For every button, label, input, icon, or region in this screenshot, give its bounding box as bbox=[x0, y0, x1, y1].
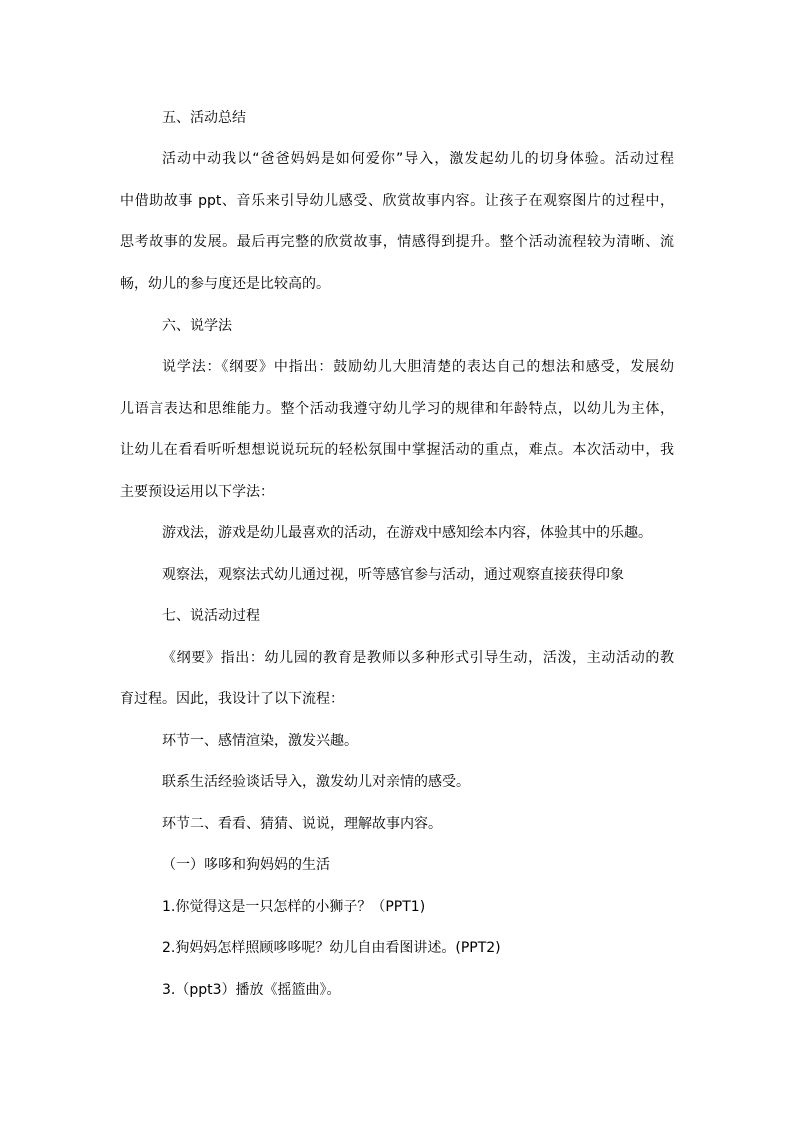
paragraph-line: 让幼儿在看看听听想想说说玩玩的轻松氛围中掌握活动的重点，难点。本次活动中，我 bbox=[120, 442, 674, 458]
paragraph-line: 育过程。因此，我设计了以下流程： bbox=[120, 691, 344, 707]
paragraph-line: 观察法，观察法式幼儿通过视，听等感官参与活动，通过观察直接获得印象 bbox=[162, 567, 624, 583]
paragraph-line: 思考故事的发展。最后再完整的欣赏故事，情感得到提升。整个活动流程较为清晰、流 bbox=[120, 234, 674, 250]
paragraph-line: 环节一、感情渲染，激发兴趣。 bbox=[162, 733, 358, 749]
section-heading-summary: 五、活动总结 bbox=[162, 110, 246, 126]
paragraph-line: 儿语言表达和思维能力。整个活动我遵守幼儿学习的规律和年龄特点，以幼儿为主体， bbox=[120, 401, 674, 417]
paragraph-line: 联系生活经验谈话导入，激发幼儿对亲情的感受。 bbox=[162, 774, 470, 790]
section-heading-activity-process: 七、说活动过程 bbox=[162, 608, 260, 624]
paragraph-line: 游戏法，游戏是幼儿最喜欢的活动，在游戏中感知绘本内容，体验其中的乐趣。 bbox=[162, 525, 652, 541]
list-item: 1.你觉得这是一只怎样的小狮子？（PPT1) bbox=[162, 899, 426, 915]
paragraph-line: 环节二、看看、猜猜、说说，理解故事内容。 bbox=[162, 816, 442, 832]
paragraph-line: 《纲要》指出：幼儿园的教育是教师以多种形式引导生动，活泼，主动活动的教 bbox=[162, 650, 674, 666]
paragraph-line: 说学法：《纲要》中指出：鼓励幼儿大胆清楚的表达自己的想法和感受，发展幼 bbox=[162, 359, 674, 375]
list-item: 3.（ppt3）播放《摇篮曲》。 bbox=[162, 982, 341, 998]
list-item: 2.狗妈妈怎样照顾哆哆呢？幼儿自由看图讲述。(PPT2) bbox=[162, 940, 501, 956]
paragraph-line: 中借助故事 ppt、音乐来引导幼儿感受、欣赏故事内容。让孩子在观察图片的过程中， bbox=[120, 193, 674, 209]
paragraph-line: （一）哆哆和狗妈妈的生活 bbox=[162, 857, 330, 873]
paragraph-line: 主要预设运用以下学法： bbox=[120, 484, 274, 500]
section-heading-learning-method: 六、说学法 bbox=[162, 318, 232, 334]
paragraph-line: 畅，幼儿的参与度还是比较高的。 bbox=[120, 276, 330, 292]
paragraph-line: 活动中动我以“爸爸妈妈是如何爱你”导入，激发起幼儿的切身体验。活动过程 bbox=[162, 151, 674, 167]
